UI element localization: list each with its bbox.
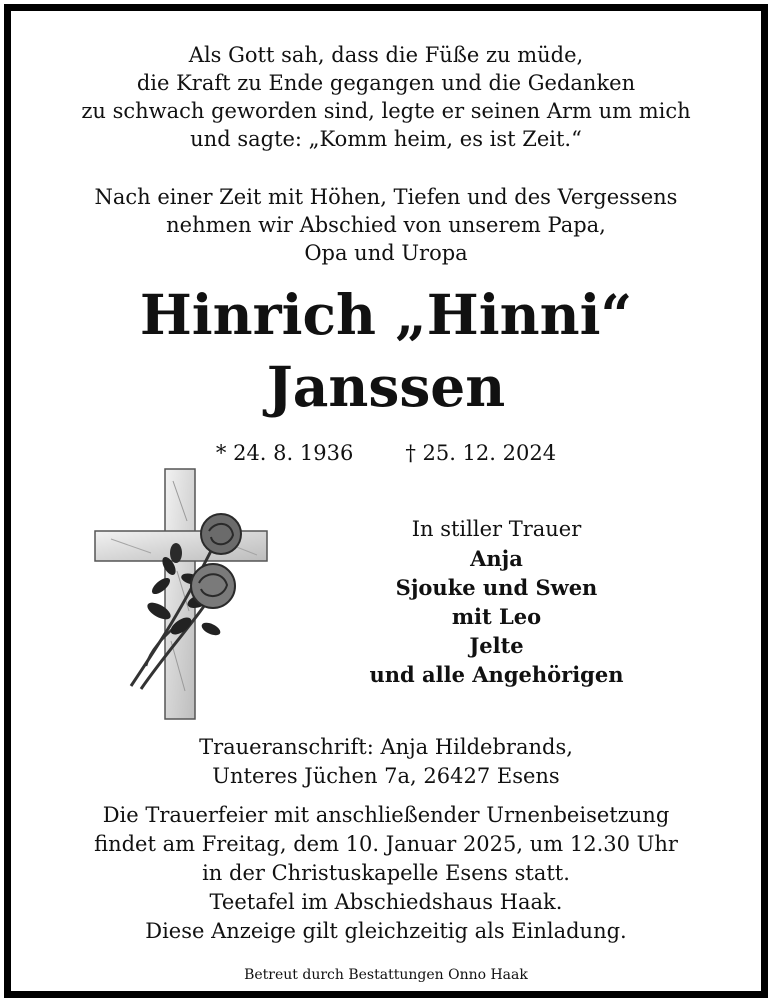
- intro-line: nehmen wir Abschied von unserem Papa,: [166, 213, 606, 237]
- mourning-address: [11, 733, 761, 791]
- address-line: Traueranschrift: Anja Hildebrands,: [199, 735, 573, 759]
- mourner-name: Anja: [470, 546, 523, 571]
- intro-text: [11, 183, 761, 267]
- cross-with-roses-icon: [81, 461, 281, 721]
- ceremony-line: Teetafel im Abschiedshaus Haak.: [209, 890, 563, 914]
- ceremony-line: Die Trauerfeier mit anschließender Urnenbeisetzung: [102, 803, 670, 827]
- obituary-frame: [4, 4, 768, 998]
- poem-line: Als Gott sah, dass die Füße zu müde,: [188, 43, 584, 67]
- intro-line: Nach einer Zeit mit Höhen, Tiefen und des Vergessens: [94, 185, 678, 209]
- poem-line: zu schwach geworden sind, legte er seinen Arm um mich: [81, 99, 691, 123]
- birth-date: * 24. 8. 1936: [215, 441, 354, 465]
- mourner-name: mit Leo: [451, 604, 542, 629]
- poem-line: die Kraft zu Ende gegangen und die Gedanken: [136, 71, 636, 95]
- mourner-name: Sjouke und Swen: [395, 575, 598, 600]
- ceremony-line: in der Christuskapelle Esens statt.: [202, 861, 570, 885]
- ceremony-line: findet am Freitag, dem 10. Januar 2025, um 12.30 Uhr: [94, 832, 678, 856]
- deceased-name: [11, 279, 761, 423]
- poem-line: und sagte: „Komm heim, es ist Zeit.“: [190, 127, 582, 151]
- deceased-first-name: Hinrich „Hinni“: [139, 282, 633, 347]
- mourner-name: und alle Angehörigen: [369, 662, 624, 687]
- address-line: Unteres Jüchen 7a, 26427 Esens: [212, 764, 560, 788]
- intro-line: Opa und Uropa: [304, 241, 468, 265]
- death-date: † 25. 12. 2024: [405, 441, 557, 465]
- deceased-last-name: Janssen: [266, 354, 506, 419]
- mourners-block: [354, 515, 639, 689]
- ceremony-line: Diese Anzeige gilt gleichzeitig als Einladung.: [145, 919, 627, 943]
- funeral-home-credit: Betreut durch Bestattungen Onno Haak: [244, 967, 528, 983]
- ceremony-info: [11, 801, 761, 946]
- mourner-name: Jelte: [469, 633, 524, 658]
- mourners-heading: In stiller Trauer: [411, 517, 582, 541]
- poem: [11, 41, 761, 153]
